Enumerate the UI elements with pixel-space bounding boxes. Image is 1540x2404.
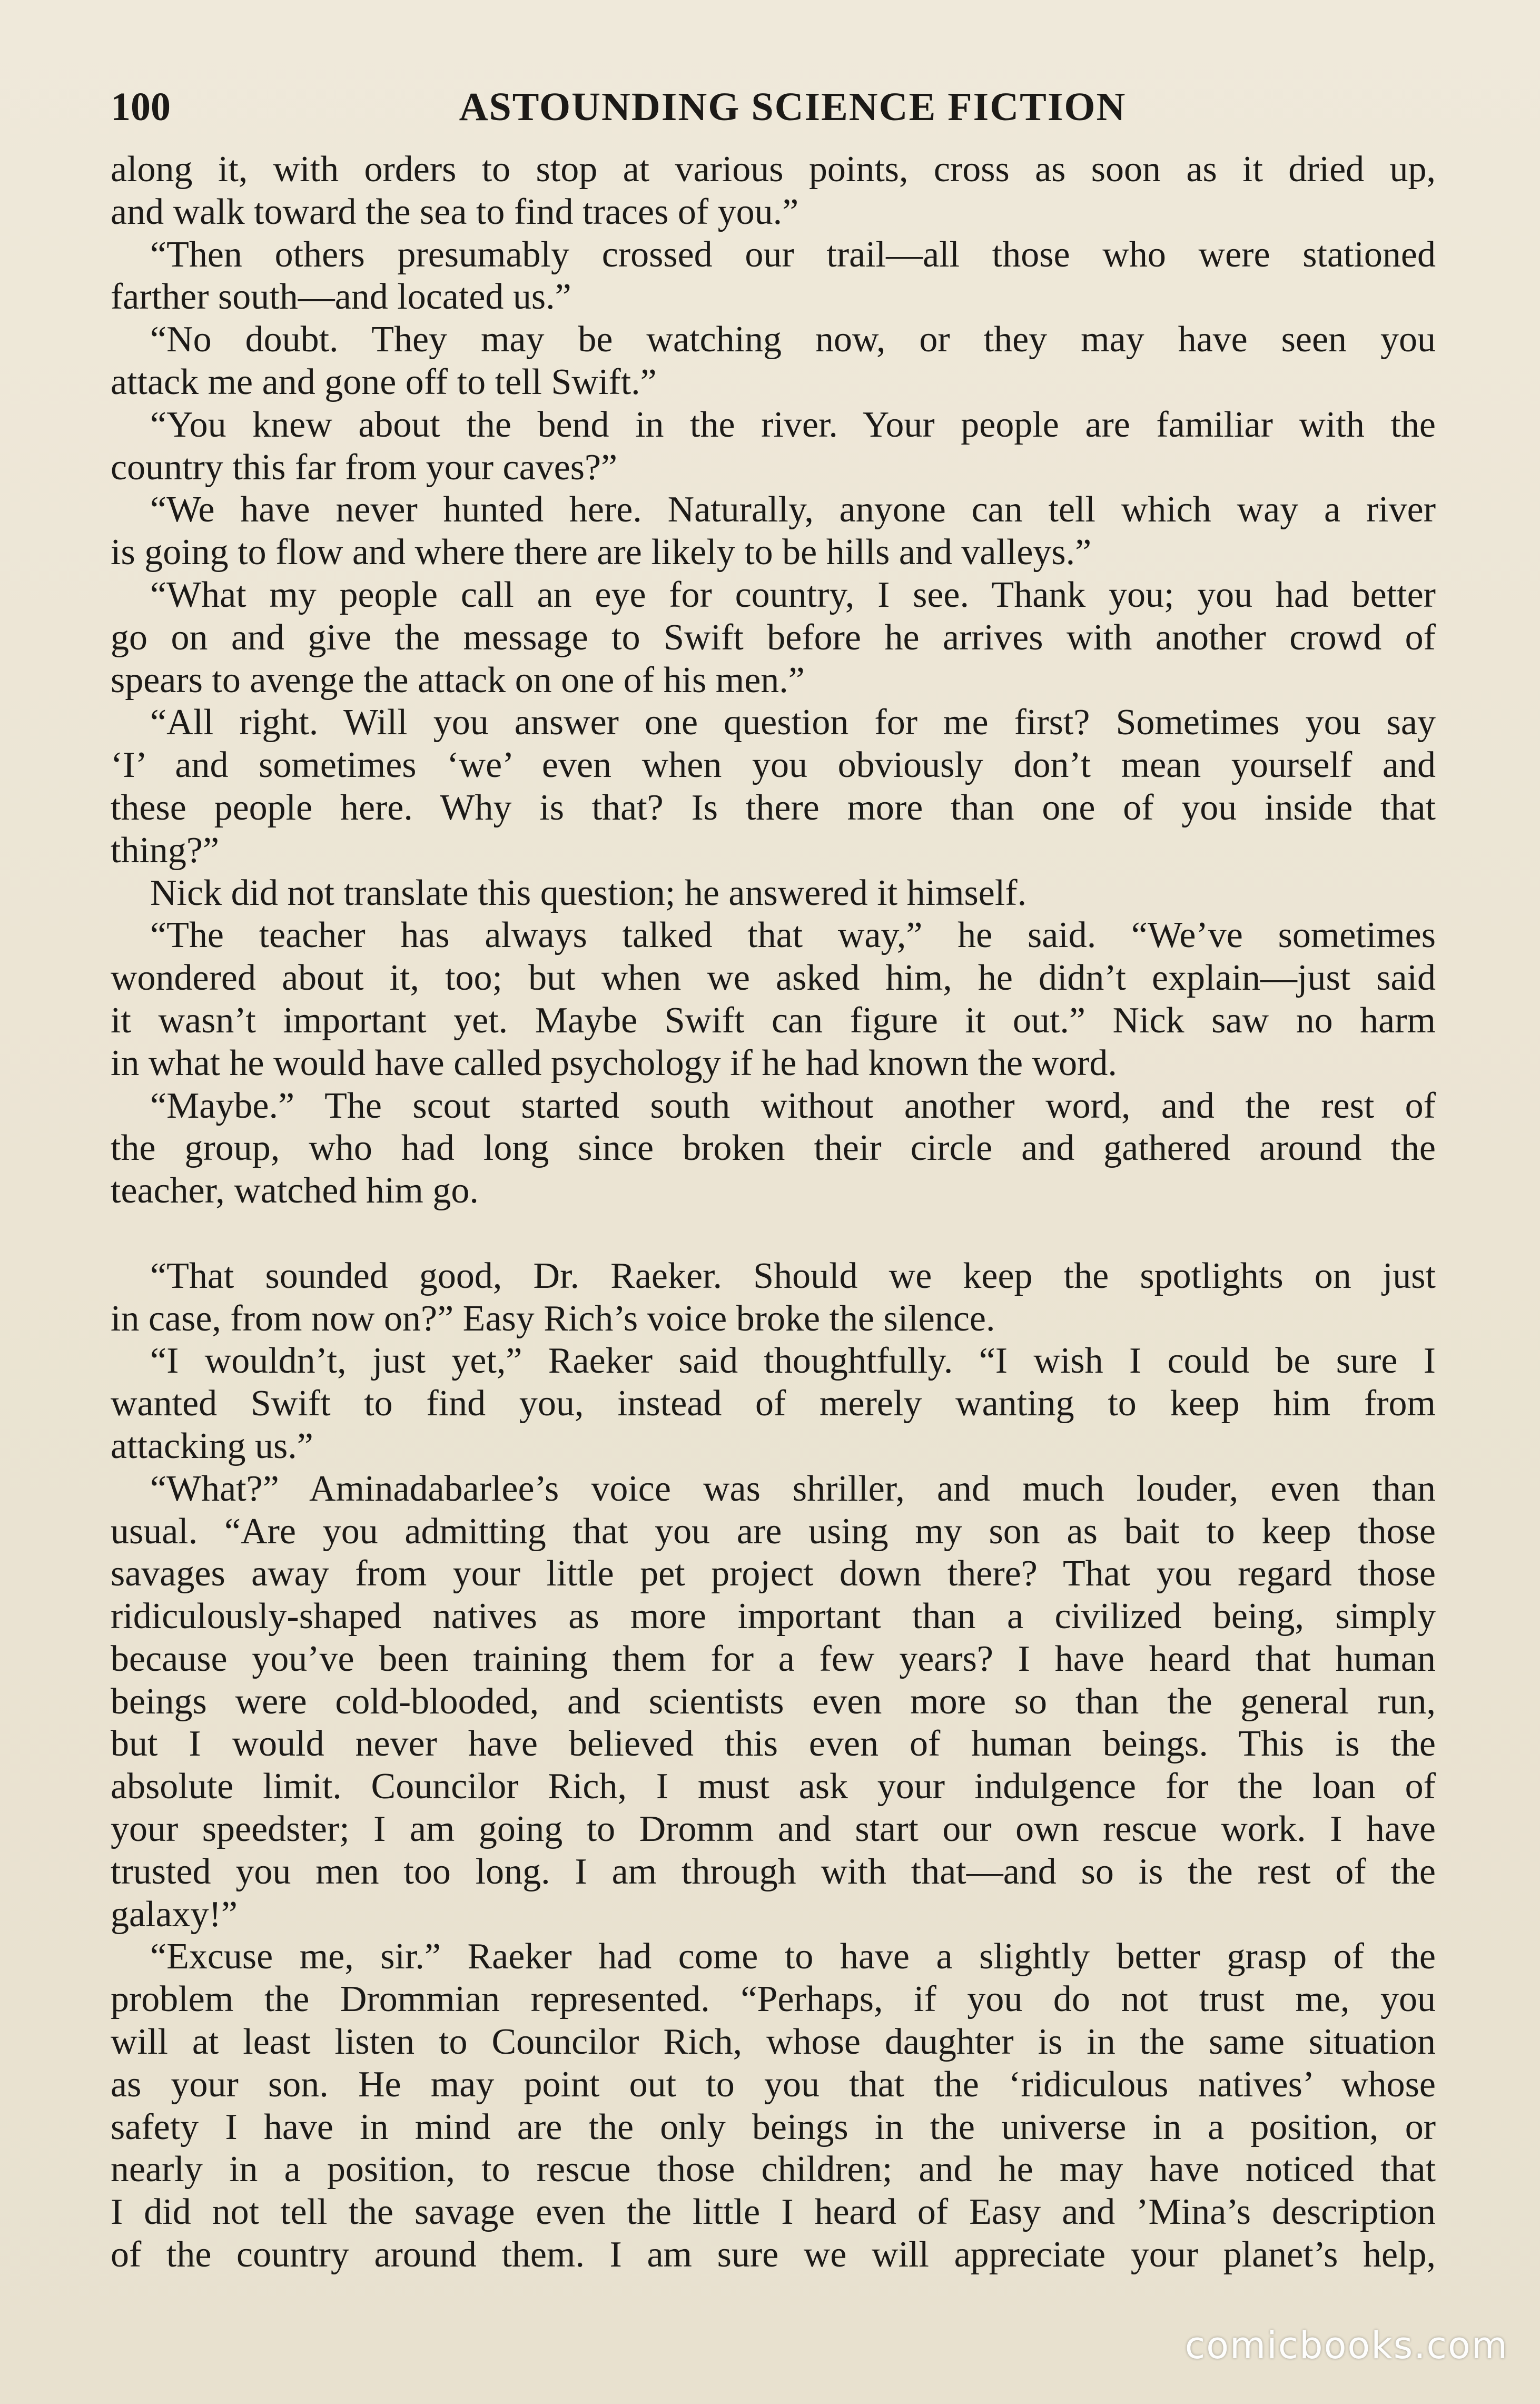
text-line: absolute limit. Councilor Rich, I must ask your indulgence for the loan of [111,1766,1436,1807]
text-line: galaxy!” [111,1894,238,1935]
text-line: usual. “Are you admitting that you are using my son as bait to keep those [111,1511,1436,1552]
text-line: in what he would have called psychology if he had known the word. [111,1042,1117,1083]
text-line: spears to avenge the attack on one of his men.” [111,659,805,701]
text-line: “What my people call an eye for country, I see. Thank you; you had better [150,574,1436,615]
text-line: problem the Drommian represented. “Perhaps, if you do not trust me, you [111,1979,1436,2020]
text-line: thing?” [111,830,220,871]
text-line: nearly in a position, to rescue those children; and he may have noticed that [111,2149,1436,2190]
text-line: of the country around them. I am sure we will appreciate your planet’s help, [111,2234,1436,2275]
text-line: “No doubt. They may be watching now, or they may have seen you [150,319,1436,360]
page-number: 100 [111,85,171,129]
text-line: teacher, watched him go. [111,1170,479,1211]
text-line: attack me and gone off to tell Swift.” [111,361,657,402]
text-line: “Then others presumably crossed our trail—all those who were stationed [150,234,1436,275]
text-line: “Excuse me, sir.” Raeker had come to have a slightly better grasp of the [150,1936,1436,1977]
text-line: along it, with orders to stop at various points, cross as soon as it dried up, [111,149,1436,190]
text-line: as your son. He may point out to you that the ‘ridiculous natives’ whose [111,2064,1436,2105]
text-line: wanted Swift to find you, instead of merely wanting to keep him from [111,1383,1436,1424]
text-line: “I wouldn’t, just yet,” Raeker said thoughtfully. “I wish I could be sure I [150,1341,1436,1382]
text-line: these people here. Why is that? Is there more than one of you inside that [111,787,1436,828]
text-line: Nick did not translate this question; he answered it himself. [150,872,1027,913]
watermark: comicbooks.com [1184,2324,1508,2367]
text-line: but I would never have believed this even of human beings. This is the [111,1723,1436,1765]
story-text [111,149,1436,2277]
text-line: the group, who had long since broken their circle and gathered around the [111,1128,1436,1169]
text-line: ‘I’ and sometimes ‘we’ even when you obviously don’t mean yourself and [111,745,1436,786]
text-line: country this far from your caves?” [111,447,618,488]
text-line: “The teacher has always talked that way,” he said. “We’ve sometimes [150,915,1436,956]
text-line: attacking us.” [111,1425,313,1466]
text-line: “All right. Will you answer one question for me first? Sometimes you say [150,702,1436,743]
text-line: wondered about it, too; but when we asked him, he didn’t explain—just said [111,958,1436,999]
text-line: go on and give the message to Swift before he arrives with another crowd of [111,617,1436,658]
text-line: because you’ve been training them for a few years? I have heard that human [111,1638,1436,1679]
text-line: savages away from your little pet project down there? That you regard those [111,1553,1436,1594]
text-line: is going to flow and where there are likely to be hills and valleys.” [111,532,1092,573]
running-title: ASTOUNDING SCIENCE FICTION [459,85,1127,129]
section-break [111,1213,1436,1255]
text-line: “What?” Aminadabarlee’s voice was shriller, and much louder, even than [150,1468,1436,1509]
text-line: ridiculously-shaped natives as more important than a civilized being, simply [111,1596,1436,1637]
text-line: and walk toward the sea to find traces of you.” [111,191,799,232]
text-line: farther south—and located us.” [111,277,571,318]
text-line: will at least listen to Councilor Rich, whose daughter is in the same situation [111,2022,1436,2063]
text-line: “Maybe.” The scout started south without another word, and the rest of [150,1085,1436,1126]
text-line: trusted you men too long. I am through with that—and so is the rest of the [111,1851,1436,1892]
text-line: your speedster; I am going to Dromm and start our own rescue work. I have [111,1809,1436,1850]
text-line: I did not tell the savage even the little I heard of Easy and ’Mina’s description [111,2192,1436,2233]
text-line: safety I have in mind are the only beings in the universe in a position, or [111,2106,1436,2147]
text-line: “We have never hunted here. Naturally, anyone can tell which way a river [150,489,1436,530]
text-line: “That sounded good, Dr. Raeker. Should we keep the spotlights on just [150,1255,1436,1296]
text-line: beings were cold-blooded, and scientists even more so than the general run, [111,1681,1436,1722]
text-line: in case, from now on?” Easy Rich’s voice broke the silence. [111,1298,995,1339]
text-line: it wasn’t important yet. Maybe Swift can figure it out.” Nick saw no harm [111,1000,1436,1041]
page-header [111,79,1438,137]
text-line: “You knew about the bend in the river. Your people are familiar with the [150,404,1436,445]
